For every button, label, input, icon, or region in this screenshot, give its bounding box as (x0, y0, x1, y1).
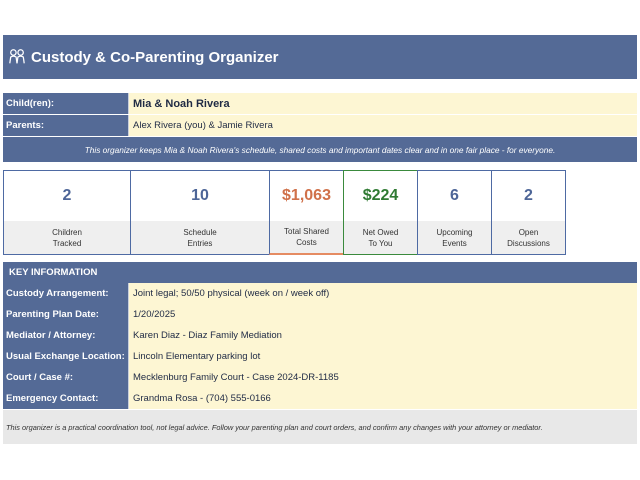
page-title: Custody & Co-Parenting Organizer (31, 48, 279, 66)
key-info-value[interactable]: 1/20/2025 (128, 304, 637, 325)
children-label: Child(ren): (3, 93, 128, 114)
tagline: This organizer keeps Mia & Noah Rivera's schedule, shared costs and important dates clear and in one fair place - for everyone. (3, 137, 637, 162)
key-info-row (3, 388, 637, 409)
key-info-row (3, 325, 637, 346)
stat-label: Open Discussions (492, 221, 565, 254)
key-info-row (3, 367, 637, 388)
key-info-label: Emergency Contact: (3, 388, 128, 409)
stat-value: $224 (362, 187, 399, 204)
key-info-value[interactable]: Mecklenburg Family Court - Case 2024-DR-1185 (128, 367, 637, 388)
stat-label: Upcoming Events (418, 221, 491, 254)
parents-value[interactable]: Alex Rivera (you) & Jamie Rivera (128, 115, 637, 136)
parents-row (3, 115, 637, 136)
children-value[interactable]: Mia & Noah Rivera (128, 93, 637, 114)
stat-value: 6 (450, 187, 459, 204)
stat-card-open-discussions (491, 170, 566, 255)
stat-label: Net Owed To You (344, 221, 417, 254)
stat-cards (3, 170, 565, 255)
family-icon (8, 48, 26, 66)
key-info-value[interactable]: Grandma Rosa - (704) 555-0166 (128, 388, 637, 409)
key-info-label: Parenting Plan Date: (3, 304, 128, 325)
parents-label: Parents: (3, 115, 128, 136)
key-info-row (3, 346, 637, 367)
stat-value: 2 (524, 187, 533, 204)
stat-label: Total Shared Costs (270, 221, 343, 253)
key-info-value[interactable]: Joint legal; 50/50 physical (week on / week off) (128, 283, 637, 304)
key-info-label: Usual Exchange Location: (3, 346, 128, 367)
stat-card-schedule (130, 170, 270, 255)
disclaimer-note: This organizer is a practical coordination tool, not legal advice. Follow your parenting plan and court orders, and confirm any changes with your attorney or mediator. (3, 410, 637, 444)
stat-label: Children Tracked (4, 221, 130, 254)
key-info-label: Mediator / Attorney: (3, 325, 128, 346)
stat-label: Schedule Entries (131, 221, 269, 254)
stat-value: 10 (191, 187, 209, 204)
key-info-label: Court / Case #: (3, 367, 128, 388)
stat-card-shared-costs (269, 170, 344, 255)
children-row (3, 93, 637, 114)
key-information-heading: KEY INFORMATION (3, 262, 637, 283)
key-info-value[interactable]: Lincoln Elementary parking lot (128, 346, 637, 367)
key-info-label: Custody Arrangement: (3, 283, 128, 304)
stat-value: $1,063 (282, 187, 331, 204)
key-info-value[interactable]: Karen Diaz - Diaz Family Mediation (128, 325, 637, 346)
stat-value: 2 (62, 187, 72, 204)
stat-card-net-owed (343, 170, 418, 255)
stat-card-children (3, 170, 131, 255)
key-info-row (3, 304, 637, 325)
stat-card-upcoming-events (417, 170, 492, 255)
title-banner (3, 35, 637, 79)
key-info-row (3, 283, 637, 304)
